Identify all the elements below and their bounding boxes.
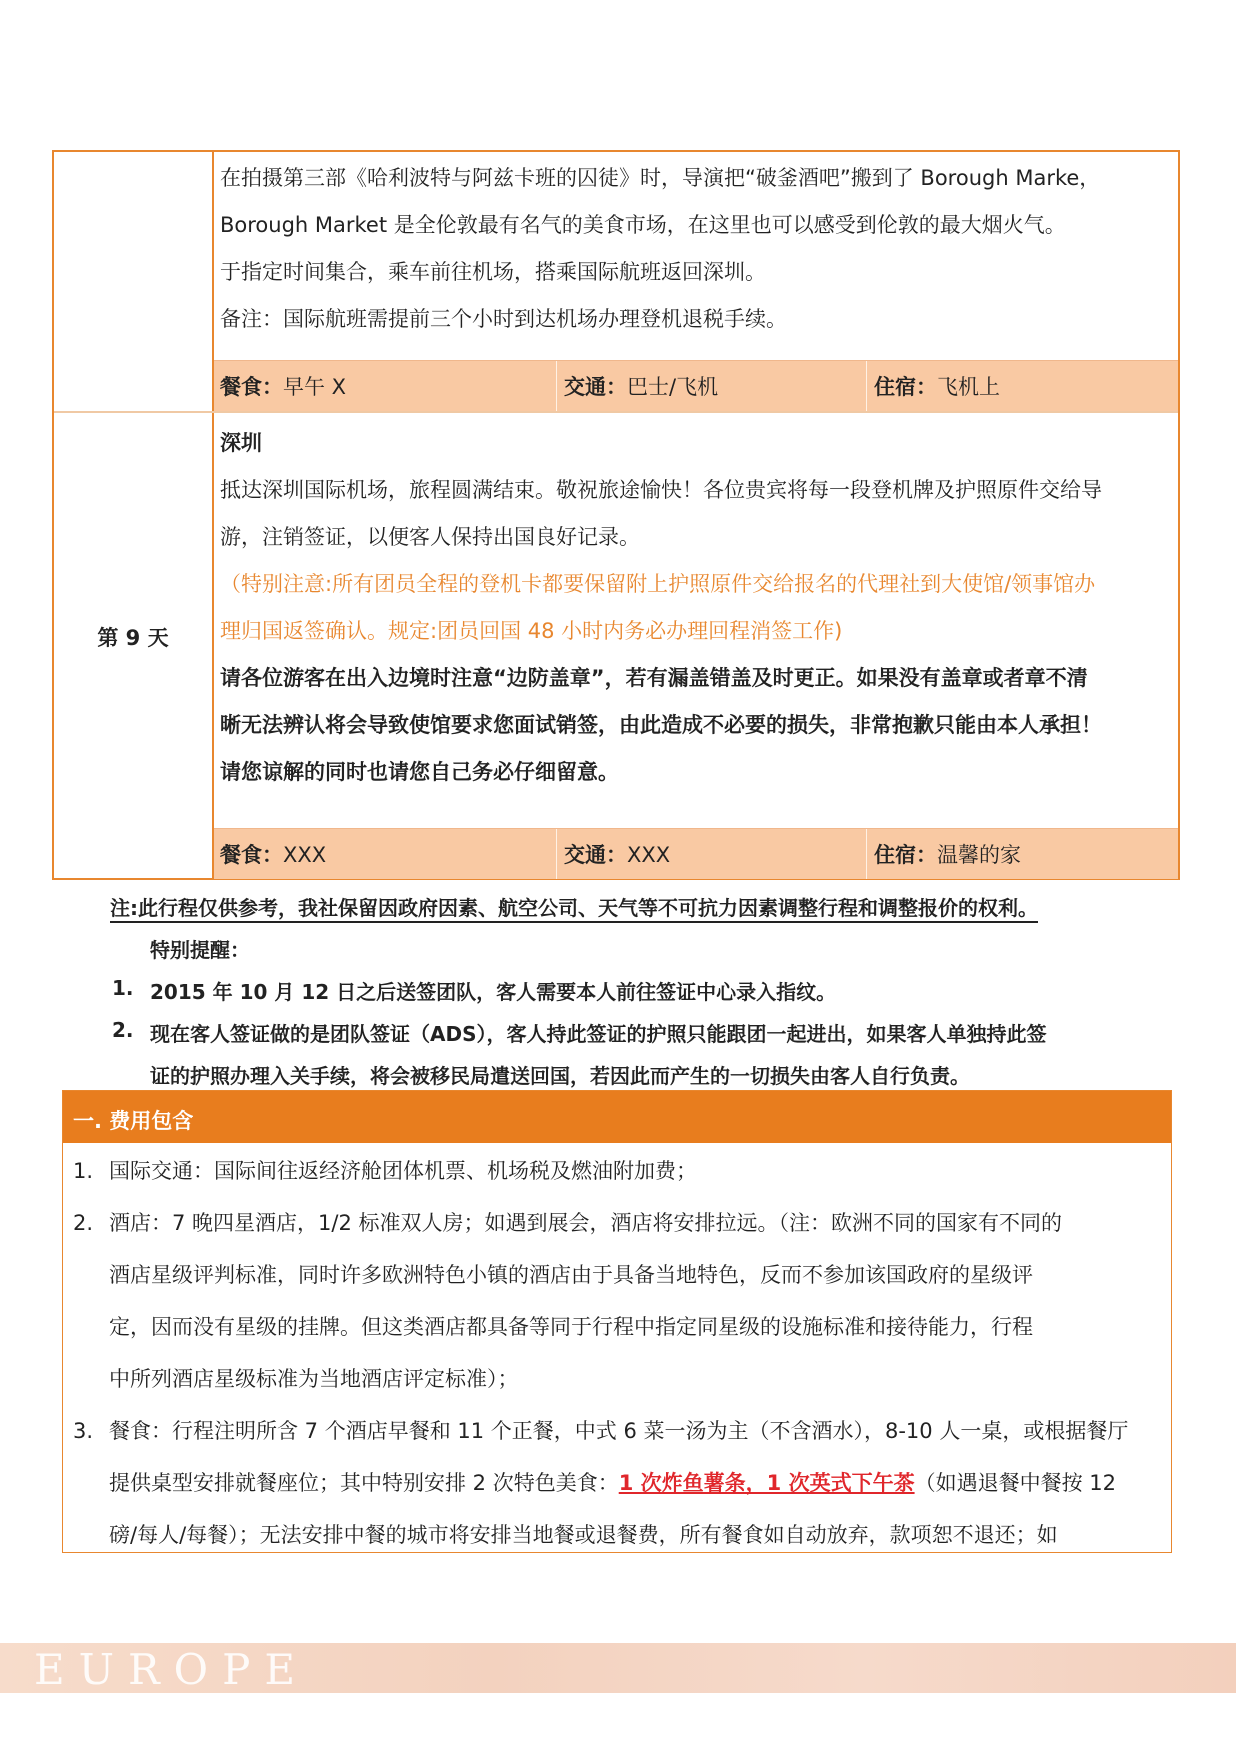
band-divider [866,361,867,411]
fee-item-2-line-4: 中所列酒店星级标准为当地酒店评定标准）； [109,1367,519,1391]
band-divider [556,361,557,411]
fee-item-3-num: 3. [73,1419,94,1443]
fee-item-1-num: 1. [73,1159,94,1183]
day8-line-3: 于指定时间集合，乘车前往机场，搭乘国际航班返回深圳。 [220,260,766,284]
fee-item-3-line-1: 餐食：行程注明所含 7 个酒店早餐和 11 个正餐，中式 6 菜一汤为主（不含酒水），8-10 人一桌，或根据餐厅 [109,1419,1129,1443]
day9-warning-2: 晰无法辨认将会导致使馆要求您面试销签，由此造成不必要的损失，非常抱歉只能由本人承担！ [220,713,1102,737]
band-divider [556,829,557,879]
day8-meals: 餐食：早午 X [220,375,347,399]
day9-label: 第 9 天 [97,626,169,650]
day8-stay: 住宿：飞机上 [874,375,1000,399]
day8-line-1: 在拍摄第三部《哈利波特与阿兹卡班的囚徒》时，导演把“破釜酒吧”搬到了 Borough Marke， [220,166,1101,190]
day9-line-1: 抵达深圳国际机场，旅程圆满结束。敬祝旅途愉快！各位贵宾将每一段登机牌及护照原件交给导 [220,478,1102,502]
day8-line-4: 备注：国际航班需提前三个小时到达机场办理登机退税手续。 [220,307,787,331]
fee-item-1: 国际交通：国际间往返经济舱团体机票、机场税及燃油附加费； [109,1159,697,1183]
band-divider [866,829,867,879]
fee-item-3-line-3: 磅/每人/每餐）；无法安排中餐的城市将安排当地餐或退餐费，所有餐食如自动放弃，款项恕不退还；如 [109,1523,1058,1547]
fee-item-2-line-3: 定，因而没有星级的挂牌。但这类酒店都具备等同于行程中指定同星级的设施标准和接待能力，行程 [109,1315,1033,1339]
day9-stay: 住宿：温馨的家 [874,843,1021,867]
day9-info-band [214,828,1178,879]
fee-item-2-num: 2. [73,1211,94,1235]
reminder-item-2-num: 2. [112,1018,134,1042]
fees-included-section [62,1090,1172,1553]
day8-info-band [214,360,1178,411]
reminder-item-2-line-2: 证的护照办理入关手续，将会被移民局遣送回国，若因此而产生的一切损失由客人自行负责。 [150,1064,970,1088]
column-divider [212,152,214,878]
fee-item-2-line-2: 酒店星级评判标准，同时许多欧洲特色小镇的酒店由于具备当地特色，反而不参加该国政府的星级评 [109,1263,1033,1287]
day9-special-1: （特别注意:所有团员全程的登机卡都要保留附上护照原件交给报名的代理社到大使馆/领事馆办 [220,572,1096,596]
day9-warning-1: 请各位游客在出入边境时注意“边防盖章”，若有漏盖错盖及时更正。如果没有盖章或者章不清 [220,666,1088,690]
fees-title: 一. 费用包含 [73,1109,194,1133]
day8-line-2: Borough Market 是全伦敦最有名气的美食市场，在这里也可以感受到伦敦的最大烟火气。 [220,213,1066,237]
fees-header [63,1091,1171,1143]
special-meals-highlight: 1 次炸鱼薯条，1 次英式下午茶 [618,1471,915,1495]
day9-special-2: 理归国返签确认。规定:团员回国 48 小时内务必办理回程消签工作) [220,619,843,643]
footer-banner [0,1643,1236,1693]
disclaimer: 注:此行程仅供参考，我社保留因政府因素、航空公司、天气等不可抗力因素调整行程和调整报价的权利。 [110,892,1038,921]
day9-city: 深圳 [220,431,262,455]
day9-meals: 餐食：XXX [220,843,327,867]
day9-transport: 交通：XXX [564,843,671,867]
reminder-item-1-num: 1. [112,976,134,1000]
day-separator [54,411,1178,413]
day9-warning-3: 请您谅解的同时也请您自己务必仔细留意。 [220,760,619,784]
footer-brand: EUROPE [34,1645,310,1694]
itinerary-table [52,150,1180,880]
reminder-title: 特别提醒： [150,938,250,962]
day8-transport: 交通：巴士/飞机 [564,375,719,399]
fee-item-2-line-1: 酒店：7 晚四星酒店，1/2 标准双人房；如遇到展会，酒店将安排拉远。（注：欧洲不同的国家有不同的 [109,1211,1063,1235]
day9-line-2: 游，注销签证，以便客人保持出国良好记录。 [220,525,640,549]
reminder-item-2-line-1: 现在客人签证做的是团队签证（ADS），客人持此签证的护照只能跟团一起进出，如果客人单独持此签 [150,1022,1047,1046]
reminder-item-1: 2015 年 10 月 12 日之后送签团队，客人需要本人前往签证中心录入指纹。 [150,980,837,1004]
fee-item-3-line-2: 提供桌型安排就餐座位；其中特别安排 2 次特色美食：1 次炸鱼薯条，1 次英式下午茶（如遇退餐中餐按 12 [109,1471,1116,1495]
